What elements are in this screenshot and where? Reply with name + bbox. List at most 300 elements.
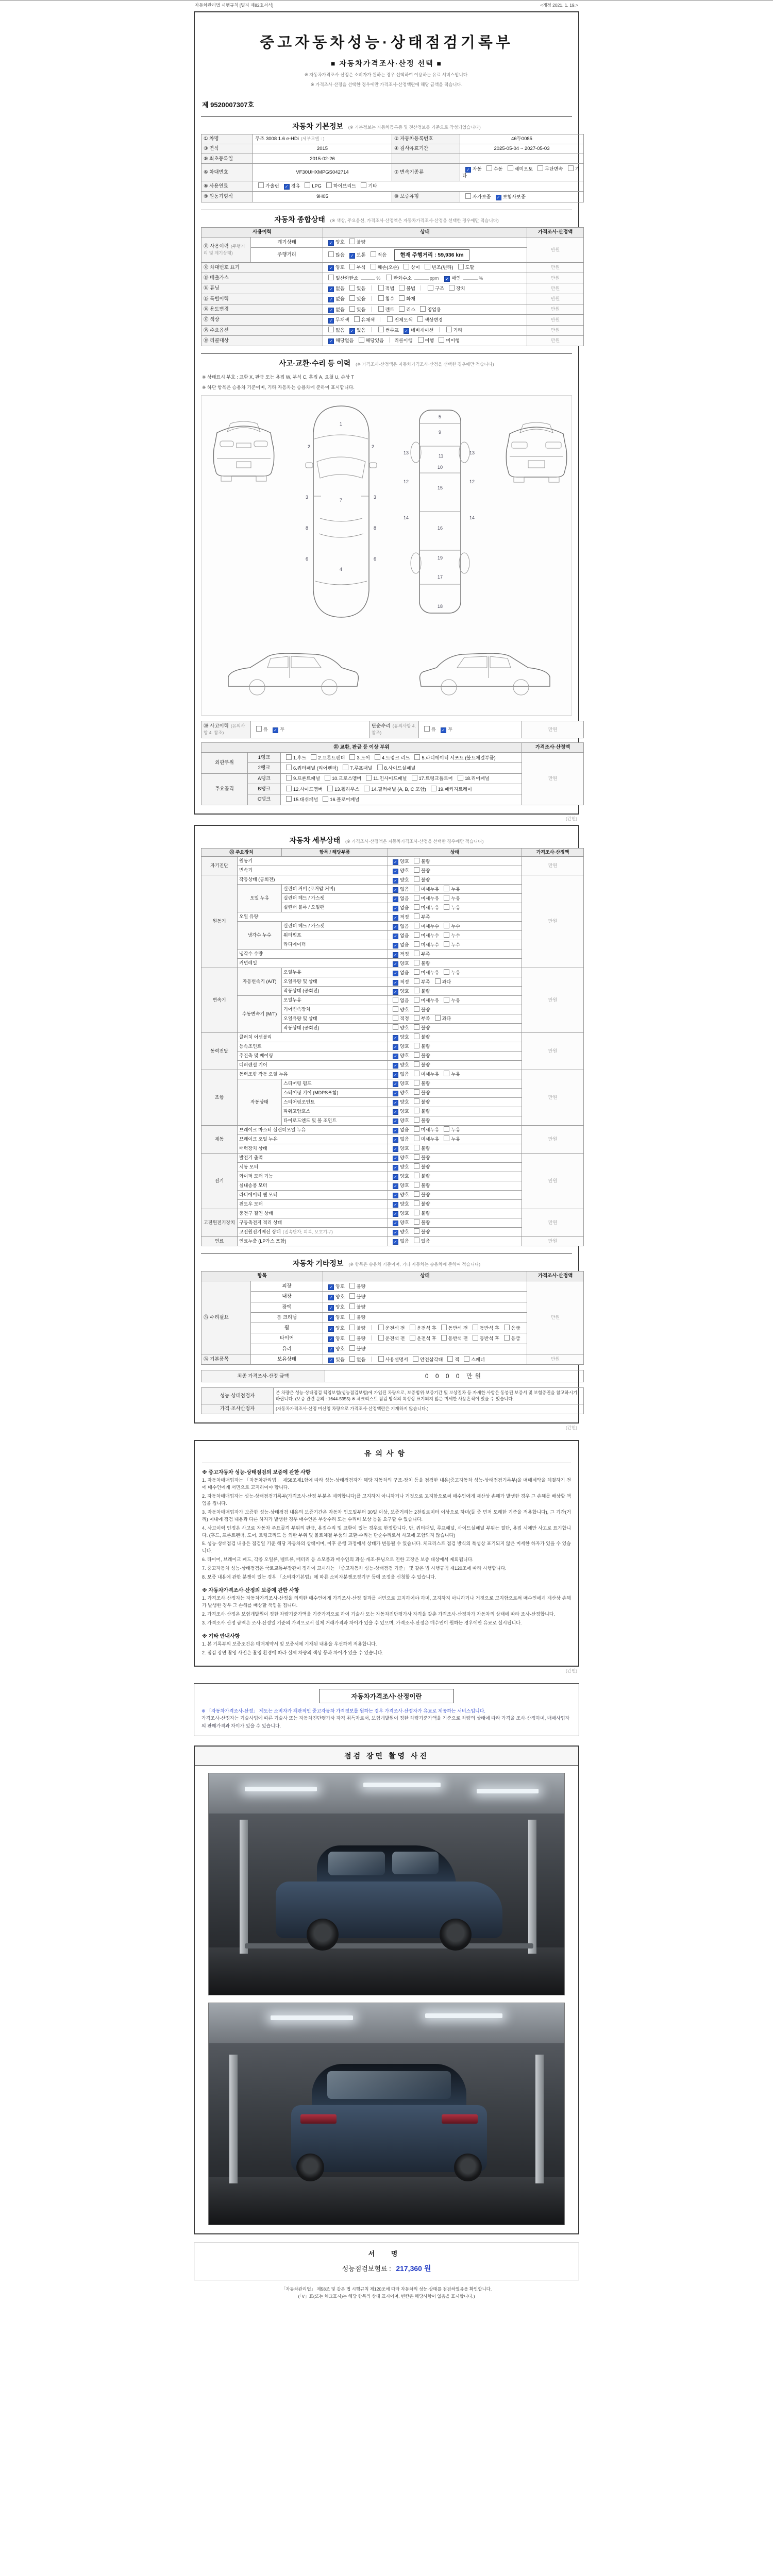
notice-paragraph: 2. 가격조사·산정은 보험개발원이 정한 차량기준가액을 기준가격으로 하여 기술사 또는 자동차진단평가사 자격을 갖춘 가격조사·산정자가 자동차의 상태에 따라 조사·산정합니다.	[202, 1612, 555, 1617]
checkbox-icon[interactable]	[328, 275, 334, 280]
checkbox-icon[interactable]	[447, 1356, 453, 1362]
checkbox-icon[interactable]	[414, 932, 419, 938]
price-cell	[527, 1281, 584, 1354]
checkbox-icon[interactable]	[404, 264, 409, 269]
checkbox-icon[interactable]	[378, 1335, 384, 1341]
checkbox-icon[interactable]	[414, 1117, 419, 1123]
checkbox-checked-icon[interactable]: ✓	[393, 1081, 398, 1087]
checkbox-icon[interactable]	[349, 264, 355, 269]
checkbox-icon[interactable]	[417, 316, 423, 322]
table-row	[201, 335, 584, 346]
checkbox-icon[interactable]	[414, 1219, 419, 1225]
part-label: 6.쿼터패널 (리어펜더)	[293, 765, 339, 771]
value-cell	[253, 164, 392, 181]
checkbox-checked-icon[interactable]: ✓	[328, 265, 334, 271]
checkbox-icon[interactable]	[414, 1191, 419, 1197]
option-label: 매연	[451, 275, 461, 281]
table-row	[201, 154, 584, 164]
cell-text: 만원	[550, 1315, 560, 1320]
cell-text: 광택	[282, 1304, 292, 1310]
checkbox-icon[interactable]	[305, 182, 310, 188]
checkbox-icon[interactable]	[387, 316, 393, 322]
checkbox-checked-icon[interactable]: ✓	[393, 924, 398, 930]
checkbox-icon[interactable]	[464, 1356, 469, 1362]
section-title-note: (※ 색상, 주요옵션, 가격조사·산정액은 자동차가격조사·산정을 선택한 경우에만 적습니다)	[330, 217, 499, 223]
checkbox-checked-icon[interactable]: ✓	[393, 980, 398, 986]
table-row	[201, 1209, 584, 1218]
cell-text: 오일유량 및 상태	[283, 979, 317, 985]
cell-text: 만원	[548, 863, 558, 869]
checkbox-checked-icon[interactable]: ✓	[328, 1295, 334, 1300]
checkbox-icon[interactable]	[399, 295, 405, 301]
inspector-remarks	[201, 1387, 578, 1414]
checkbox-icon[interactable]	[286, 796, 292, 802]
checkbox-checked-icon[interactable]: ✓	[393, 989, 398, 995]
table-row	[201, 304, 584, 315]
checkbox-checked-icon[interactable]: ✓	[393, 915, 398, 921]
option-label: 썬루프	[385, 328, 399, 333]
option-label: 없음	[400, 1072, 409, 1077]
checkbox-icon[interactable]	[508, 165, 513, 171]
option-label: 하이브리드	[333, 183, 357, 189]
checkbox-icon[interactable]	[414, 1163, 419, 1169]
table-row	[201, 1236, 584, 1246]
checkbox-checked-icon[interactable]: ✓	[328, 338, 334, 344]
checkbox-checked-icon[interactable]: ✓	[393, 943, 398, 948]
checkbox-checked-icon[interactable]: ✓	[393, 1221, 398, 1226]
value-cell	[388, 1227, 522, 1236]
checkbox-icon[interactable]	[412, 775, 417, 781]
checkbox-checked-icon[interactable]: ✓	[284, 184, 290, 190]
value-cell	[282, 903, 388, 912]
row-label	[248, 784, 281, 794]
checkbox-checked-icon[interactable]: ✓	[393, 1146, 398, 1152]
cell-text: 최종 가격조사·산정 금액	[237, 1373, 289, 1379]
checkbox-icon[interactable]	[327, 786, 333, 791]
checkbox-icon[interactable]	[371, 251, 376, 257]
checkbox-icon[interactable]	[375, 754, 380, 760]
form-reference-left: 자동차관리법 시행규칙 [별지 제82호서식]	[195, 3, 274, 8]
checkbox-icon[interactable]	[414, 1154, 419, 1160]
checkbox-icon[interactable]	[414, 1071, 419, 1076]
checkbox-checked-icon[interactable]: ✓	[393, 1128, 398, 1133]
checkbox-icon[interactable]	[424, 726, 430, 732]
checkbox-checked-icon[interactable]: ✓	[444, 276, 450, 282]
checkbox-icon[interactable]	[414, 886, 419, 891]
segment-divider	[371, 296, 372, 301]
checkbox-checked-icon[interactable]: ✓	[393, 1137, 398, 1143]
checkbox-icon[interactable]	[378, 285, 384, 291]
checkbox-icon[interactable]	[349, 1345, 355, 1351]
checkbox-icon[interactable]	[444, 895, 449, 901]
checkbox-icon[interactable]	[414, 1228, 419, 1234]
cell-text: 실내송풍 모터	[239, 1182, 267, 1188]
option-label: 양호	[400, 1164, 409, 1170]
checkbox-icon[interactable]	[414, 1024, 419, 1030]
overall-condition	[201, 227, 572, 347]
checkbox-icon[interactable]	[414, 1098, 419, 1104]
column-header	[527, 227, 584, 237]
value-cell	[460, 154, 584, 164]
checkbox-checked-icon[interactable]: ✓	[328, 1358, 334, 1363]
checkbox-icon[interactable]	[326, 182, 332, 188]
cell-text: ㉔ 기본품목	[204, 1357, 229, 1363]
option-label: 무단변속	[545, 166, 563, 172]
unit-label: ppm	[429, 275, 439, 281]
checkbox-icon[interactable]	[377, 765, 383, 770]
cell-text: 1랭크	[258, 755, 271, 761]
checkbox-icon[interactable]	[378, 1325, 384, 1330]
checkbox-icon[interactable]	[425, 264, 430, 269]
checkbox-icon[interactable]	[414, 941, 419, 947]
checkbox-icon[interactable]	[414, 923, 419, 928]
checkbox-checked-icon[interactable]: ✓	[393, 971, 398, 976]
value-cell	[388, 1153, 522, 1162]
cell-text: ② 자동차등록번호	[394, 136, 433, 142]
price-cell	[527, 237, 584, 262]
checkbox-icon[interactable]	[420, 306, 426, 312]
checkbox-icon[interactable]	[504, 1325, 510, 1330]
option-label: 없음	[400, 886, 409, 892]
checkbox-icon[interactable]	[393, 1024, 398, 1030]
checkbox-checked-icon[interactable]: ✓	[393, 1174, 398, 1180]
cell-text: 작동상태	[250, 1099, 268, 1105]
checkbox-icon[interactable]	[465, 193, 471, 199]
checkbox-icon[interactable]	[414, 978, 419, 984]
checkbox-checked-icon[interactable]: ✓	[328, 1347, 334, 1352]
checkbox-icon[interactable]	[256, 726, 262, 732]
checkbox-icon[interactable]	[414, 1006, 419, 1012]
checkbox-icon[interactable]	[435, 978, 441, 984]
cell-text: 만원	[548, 776, 558, 782]
main-record-frame	[194, 11, 579, 815]
checkbox-checked-icon[interactable]: ✓	[393, 961, 398, 967]
checkbox-icon[interactable]	[378, 306, 384, 312]
checkbox-icon[interactable]	[349, 754, 355, 760]
checkbox-icon[interactable]	[386, 275, 392, 280]
checkbox-icon[interactable]	[414, 1080, 419, 1086]
checkbox-icon[interactable]	[399, 306, 405, 312]
checkbox-icon[interactable]	[414, 1182, 419, 1188]
option-label: 불량	[421, 1090, 430, 1096]
checkbox-checked-icon[interactable]: ✓	[393, 1202, 398, 1208]
checkbox-checked-icon[interactable]: ✓	[273, 727, 278, 733]
value-cell	[253, 154, 392, 164]
notice-heading: ※ 중고자동차 성능·상태점검의 보증에 관한 사항	[202, 1469, 311, 1476]
checkbox-icon[interactable]	[286, 786, 292, 791]
checkbox-checked-icon[interactable]: ✓	[393, 1109, 398, 1115]
checkbox-icon[interactable]	[349, 1293, 355, 1299]
checkbox-icon[interactable]	[473, 1335, 478, 1341]
form-reference-line	[194, 1, 579, 9]
price-cell	[522, 1125, 584, 1153]
checkbox-icon[interactable]	[473, 1325, 478, 1330]
checkbox-icon[interactable]	[349, 1314, 355, 1319]
checkbox-icon[interactable]	[428, 285, 433, 291]
etc-info-table	[201, 1271, 584, 1365]
cell-text: 보유상태	[277, 1357, 296, 1363]
checkbox-checked-icon[interactable]: ✓	[465, 167, 471, 173]
checkbox-checked-icon[interactable]: ✓	[393, 1054, 398, 1059]
checkbox-icon[interactable]	[349, 1303, 355, 1309]
checkbox-icon[interactable]	[444, 1136, 449, 1141]
checkbox-icon[interactable]	[414, 988, 419, 993]
checkbox-icon[interactable]	[286, 765, 292, 770]
checkbox-checked-icon[interactable]: ✓	[393, 878, 398, 884]
option-label: 있음	[335, 1357, 345, 1362]
checkbox-icon[interactable]	[414, 1173, 419, 1178]
value-cell	[323, 315, 527, 325]
checkbox-icon[interactable]	[458, 264, 464, 269]
checkbox-checked-icon[interactable]: ✓	[328, 286, 334, 292]
checkbox-icon[interactable]	[349, 295, 355, 301]
checkbox-icon[interactable]	[414, 1238, 419, 1243]
table-row	[201, 164, 584, 181]
checkbox-checked-icon[interactable]: ✓	[393, 1063, 398, 1069]
checkbox-icon[interactable]	[414, 1145, 419, 1150]
checkbox-icon[interactable]	[444, 1071, 449, 1076]
checkbox-icon[interactable]	[410, 1335, 415, 1341]
checkbox-icon[interactable]	[441, 1325, 447, 1330]
checkbox-icon[interactable]	[414, 754, 420, 760]
option-label: 없음	[400, 923, 409, 929]
checkbox-icon[interactable]	[328, 327, 334, 332]
checkbox-icon[interactable]	[361, 182, 366, 188]
option-label: 불량	[421, 858, 430, 864]
checkbox-icon[interactable]	[449, 285, 455, 291]
checkbox-icon[interactable]	[431, 786, 436, 791]
checkbox-icon[interactable]	[393, 1006, 398, 1012]
checkbox-icon[interactable]	[537, 165, 543, 171]
panel-rank-list	[201, 742, 572, 805]
checkbox-icon[interactable]	[414, 1126, 419, 1132]
checkbox-icon[interactable]	[413, 1356, 418, 1362]
checkbox-icon[interactable]	[311, 754, 316, 760]
checkbox-icon[interactable]	[414, 1061, 419, 1067]
value-cell	[323, 1344, 527, 1354]
segment-divider	[371, 1357, 372, 1362]
checkbox-checked-icon[interactable]: ✓	[393, 1211, 398, 1217]
checkbox-icon[interactable]	[414, 969, 419, 975]
checkbox-icon[interactable]	[349, 1283, 355, 1289]
checkbox-icon[interactable]	[349, 1325, 355, 1330]
checkbox-icon[interactable]	[414, 1043, 419, 1048]
checkbox-checked-icon[interactable]: ✓	[349, 328, 355, 334]
checkbox-icon[interactable]	[486, 165, 492, 171]
checkbox-checked-icon[interactable]: ✓	[393, 1156, 398, 1161]
value-cell	[251, 1344, 323, 1354]
checkbox-icon[interactable]	[354, 316, 360, 322]
checkbox-icon[interactable]	[444, 997, 449, 1003]
checkbox-checked-icon[interactable]: ✓	[328, 297, 334, 302]
cell-text: 만원	[550, 327, 560, 333]
checkbox-checked-icon[interactable]: ✓	[393, 887, 398, 893]
car-frame-view-diagram	[396, 401, 484, 622]
checkbox-icon[interactable]	[414, 1089, 419, 1095]
checkbox-icon[interactable]	[418, 337, 424, 343]
checkbox-checked-icon[interactable]: ✓	[328, 1326, 334, 1332]
checkbox-icon[interactable]	[414, 867, 419, 873]
checkbox-icon[interactable]	[399, 285, 405, 291]
checkbox-icon[interactable]	[349, 285, 355, 291]
checkbox-icon[interactable]	[378, 1356, 384, 1362]
checkbox-icon[interactable]	[349, 239, 355, 244]
checkbox-icon[interactable]	[444, 923, 449, 928]
checkbox-icon[interactable]	[378, 295, 384, 301]
checkbox-checked-icon[interactable]: ✓	[393, 896, 398, 902]
document-number-row	[201, 99, 572, 109]
table-row	[201, 262, 584, 273]
cell-text: 조향	[214, 1094, 224, 1100]
footer-legal	[194, 2285, 579, 2316]
checkbox-icon[interactable]	[414, 904, 419, 910]
checkbox-icon[interactable]	[441, 1335, 447, 1341]
option-label: 불량	[421, 1229, 430, 1235]
option-label: 적정	[400, 1016, 409, 1022]
value-cell	[282, 1116, 388, 1125]
ceiling-light	[245, 1787, 317, 1791]
checkbox-icon[interactable]	[286, 754, 292, 760]
checkbox-icon[interactable]	[414, 997, 419, 1003]
detail-record-frame	[194, 825, 579, 1423]
option-label: 변조(변타)	[431, 265, 453, 270]
checkbox-icon[interactable]	[414, 951, 419, 956]
checkbox-checked-icon[interactable]: ✓	[393, 869, 398, 874]
checkbox-icon[interactable]	[378, 327, 384, 332]
row-label	[248, 794, 281, 805]
cell-text: 만원	[548, 1048, 558, 1054]
cell-text: 오일유량 및 상태	[283, 1016, 317, 1022]
checkbox-checked-icon[interactable]: ✓	[349, 253, 355, 259]
checkbox-checked-icon[interactable]: ✓	[328, 1284, 334, 1290]
checkbox-checked-icon[interactable]: ✓	[393, 1230, 398, 1235]
checkbox-icon[interactable]	[366, 775, 372, 781]
checkbox-checked-icon[interactable]: ✓	[393, 1118, 398, 1124]
checkbox-icon[interactable]	[414, 895, 419, 901]
checkbox-icon[interactable]	[446, 327, 452, 332]
checkbox-icon[interactable]	[414, 1052, 419, 1058]
checkbox-checked-icon[interactable]: ✓	[393, 1072, 398, 1078]
checkbox-checked-icon[interactable]: ✓	[393, 1183, 398, 1189]
checkbox-icon[interactable]	[359, 337, 364, 343]
checkbox-checked-icon[interactable]: ✓	[393, 1035, 398, 1041]
checkbox-icon[interactable]	[444, 969, 449, 975]
checkbox-checked-icon[interactable]: ✓	[441, 727, 446, 733]
cell-text: ⑤ 최초등록일	[204, 156, 233, 162]
checkbox-icon[interactable]	[286, 775, 292, 781]
checkbox-checked-icon[interactable]: ✓	[393, 1044, 398, 1050]
checkbox-icon[interactable]	[444, 904, 449, 910]
checkbox-checked-icon[interactable]: ✓	[393, 1165, 398, 1171]
checkbox-icon[interactable]	[414, 1210, 419, 1215]
checkbox-icon[interactable]	[414, 913, 419, 919]
option-label: 유채색	[361, 317, 375, 323]
checkbox-checked-icon[interactable]: ✓	[393, 1239, 398, 1245]
row-label	[392, 164, 460, 181]
car-rear-window	[327, 2071, 451, 2099]
value-cell	[388, 940, 522, 950]
checkbox-checked-icon[interactable]: ✓	[328, 318, 334, 324]
checkbox-icon[interactable]	[349, 1356, 355, 1362]
checkbox-checked-icon[interactable]: ✓	[393, 1091, 398, 1096]
checkbox-checked-icon[interactable]: ✓	[404, 328, 409, 334]
checkbox-icon[interactable]	[414, 1136, 419, 1141]
checkbox-icon[interactable]	[414, 1108, 419, 1113]
option-label: 불량	[421, 1183, 430, 1189]
checkbox-checked-icon[interactable]: ✓	[393, 859, 398, 865]
checkbox-checked-icon[interactable]: ✓	[393, 934, 398, 939]
checkbox-checked-icon[interactable]: ✓	[393, 1193, 398, 1198]
checkbox-icon[interactable]	[364, 786, 369, 791]
value-cell	[388, 931, 522, 940]
checkbox-icon[interactable]	[349, 306, 355, 312]
checkbox-icon[interactable]	[414, 1015, 419, 1021]
checkbox-icon[interactable]	[258, 182, 264, 188]
checkbox-icon[interactable]	[349, 1335, 355, 1341]
checkbox-checked-icon[interactable]: ✓	[496, 195, 501, 200]
cell-text: 냉각수 수량	[239, 951, 263, 957]
checkbox-checked-icon[interactable]: ✓	[393, 906, 398, 911]
checkbox-icon[interactable]	[568, 165, 574, 171]
checkbox-icon[interactable]	[393, 997, 398, 1003]
checkbox-checked-icon[interactable]: ✓	[328, 1336, 334, 1342]
checkbox-icon[interactable]	[444, 932, 449, 938]
checkbox-checked-icon[interactable]: ✓	[328, 1315, 334, 1321]
section-title-note: (※ 가격조사·산정액은 자동차가격조사·산정을 선택한 경우에만 적습니다)	[345, 838, 484, 844]
checkbox-checked-icon[interactable]: ✓	[328, 308, 334, 313]
checkbox-icon[interactable]	[439, 337, 444, 343]
checkbox-icon[interactable]	[444, 886, 449, 891]
checkbox-icon[interactable]	[343, 765, 348, 770]
checkbox-icon[interactable]	[444, 1126, 449, 1132]
price-cell	[522, 857, 584, 875]
table-row	[201, 1153, 584, 1162]
checkbox-checked-icon[interactable]: ✓	[328, 240, 334, 246]
checkbox-icon[interactable]	[444, 941, 449, 947]
checkbox-icon[interactable]	[414, 1033, 419, 1039]
checkbox-icon[interactable]	[414, 876, 419, 882]
checkbox-icon[interactable]	[410, 1325, 415, 1330]
checkbox-icon[interactable]	[435, 1015, 441, 1021]
checkbox-icon[interactable]	[414, 960, 419, 965]
option-label: 미세누유	[421, 970, 440, 975]
option-label: 불량	[356, 1346, 366, 1352]
cell-text: 상태	[450, 850, 460, 855]
checkbox-icon[interactable]	[325, 775, 330, 781]
value-cell	[238, 1134, 388, 1144]
option-label: 유	[431, 726, 436, 732]
page-joint-stamp: (간인)	[565, 816, 577, 821]
option-label: 불량	[421, 1220, 430, 1226]
checkbox-icon[interactable]	[458, 775, 463, 781]
option-label: 세미오토	[514, 166, 533, 172]
notice-paragraph: 8. 보증 내용에 관한 분쟁이 있는 경우 「소비자기본법」에 따른 소비자분쟁조정기구 등에 조정을 신청할 수 있습니다.	[202, 1574, 436, 1580]
checkbox-checked-icon[interactable]: ✓	[393, 1100, 398, 1106]
checkbox-icon[interactable]	[323, 796, 328, 802]
part-label: 12.사이드멤버	[293, 786, 323, 792]
checkbox-icon[interactable]	[393, 1015, 398, 1021]
checkbox-icon[interactable]	[414, 858, 419, 863]
checkbox-icon[interactable]	[414, 1200, 419, 1206]
option-label: 없음	[335, 328, 345, 333]
checkbox-icon[interactable]	[328, 251, 334, 257]
checkbox-checked-icon[interactable]: ✓	[393, 952, 398, 958]
checkbox-icon[interactable]	[371, 264, 376, 269]
cell-text: ⑭ 튜닝	[204, 285, 220, 292]
checkbox-checked-icon[interactable]: ✓	[328, 1305, 334, 1311]
checkbox-icon[interactable]	[504, 1335, 510, 1341]
option-label: 양호	[335, 1325, 345, 1331]
